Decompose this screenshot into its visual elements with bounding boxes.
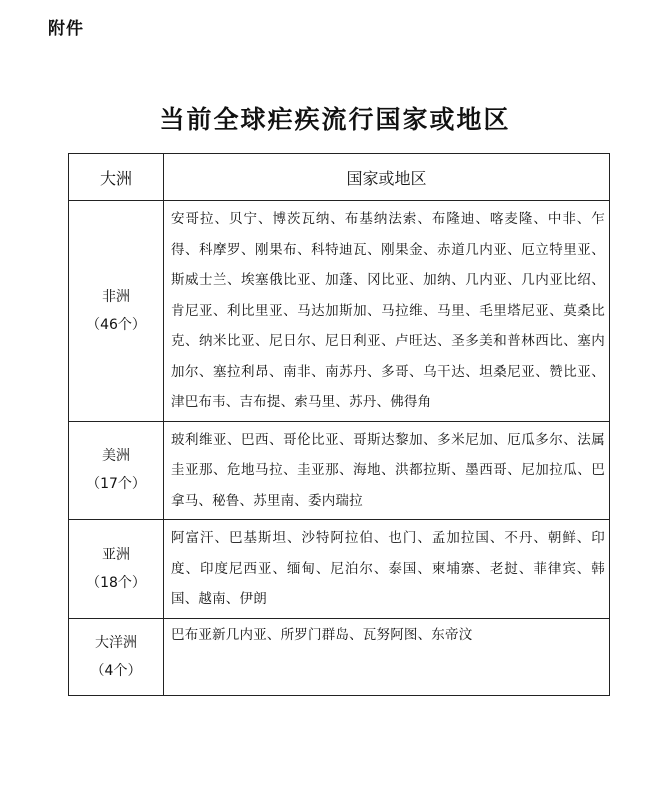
- continent-cell: [69, 520, 164, 619]
- countries-list: 阿富汗、巴基斯坦、沙特阿拉伯、也门、孟加拉国、不丹、朝鲜、印度、印度尼西亚、缅甸、尼泊尔、泰国、柬埔寨、老挝、菲律宾、韩国、越南、伊朗: [164, 520, 610, 619]
- continent-cell: [69, 201, 164, 422]
- table-row-africa: [69, 201, 610, 422]
- countries-list: 巴布亚新几内亚、所罗门群岛、瓦努阿图、东帝汶: [164, 618, 610, 695]
- continent-name: 非洲: [102, 288, 130, 305]
- table-row-asia: [69, 520, 610, 619]
- malaria-countries-table: [68, 153, 610, 696]
- countries-list: 安哥拉、贝宁、博茨瓦纳、布基纳法索、布隆迪、喀麦隆、中非、乍得、科摩罗、刚果布、科特迪瓦、刚果金、赤道几内亚、厄立特里亚、斯威士兰、埃塞俄比亚、加蓬、冈比亚、加纳、几内亚、几内亚比绍、肯尼亚、利比里亚、马达加斯加、马拉维、马里、毛里塔尼亚、莫桑比克、纳米比亚、尼日尔、尼日利亚、卢旺达、圣多美和普林西比、塞内加尔、塞拉利昂、南非、南苏丹、多哥、乌干达、坦桑尼亚、赞比亚、津巴布韦、吉布提、索马里、苏丹、佛得角: [164, 201, 610, 422]
- table-header-row: [69, 154, 610, 201]
- continent-cell: [69, 618, 164, 695]
- header-countries: 国家或地区: [164, 154, 610, 201]
- continent-name: 大洋洲: [95, 634, 137, 651]
- header-continent: 大洲: [69, 154, 164, 201]
- countries-list: 玻利维亚、巴西、哥伦比亚、哥斯达黎加、多米尼加、厄瓜多尔、法属圭亚那、危地马拉、圭亚那、海地、洪都拉斯、墨西哥、尼加拉瓜、巴拿马、秘鲁、苏里南、委内瑞拉: [164, 421, 610, 520]
- continent-count: （18个）: [86, 574, 146, 591]
- table-row-americas: [69, 421, 610, 520]
- continent-count: （4个）: [90, 662, 142, 679]
- continent-count: （46个）: [86, 316, 146, 333]
- continent-name: 美洲: [102, 448, 130, 465]
- document-title: 当前全球疟疾流行国家或地区: [159, 105, 511, 134]
- continent-cell: [69, 421, 164, 520]
- continent-count: （17个）: [86, 476, 146, 493]
- attachment-label: 附件: [48, 19, 84, 39]
- continent-name: 亚洲: [102, 546, 130, 563]
- table-row-oceania: [69, 618, 610, 695]
